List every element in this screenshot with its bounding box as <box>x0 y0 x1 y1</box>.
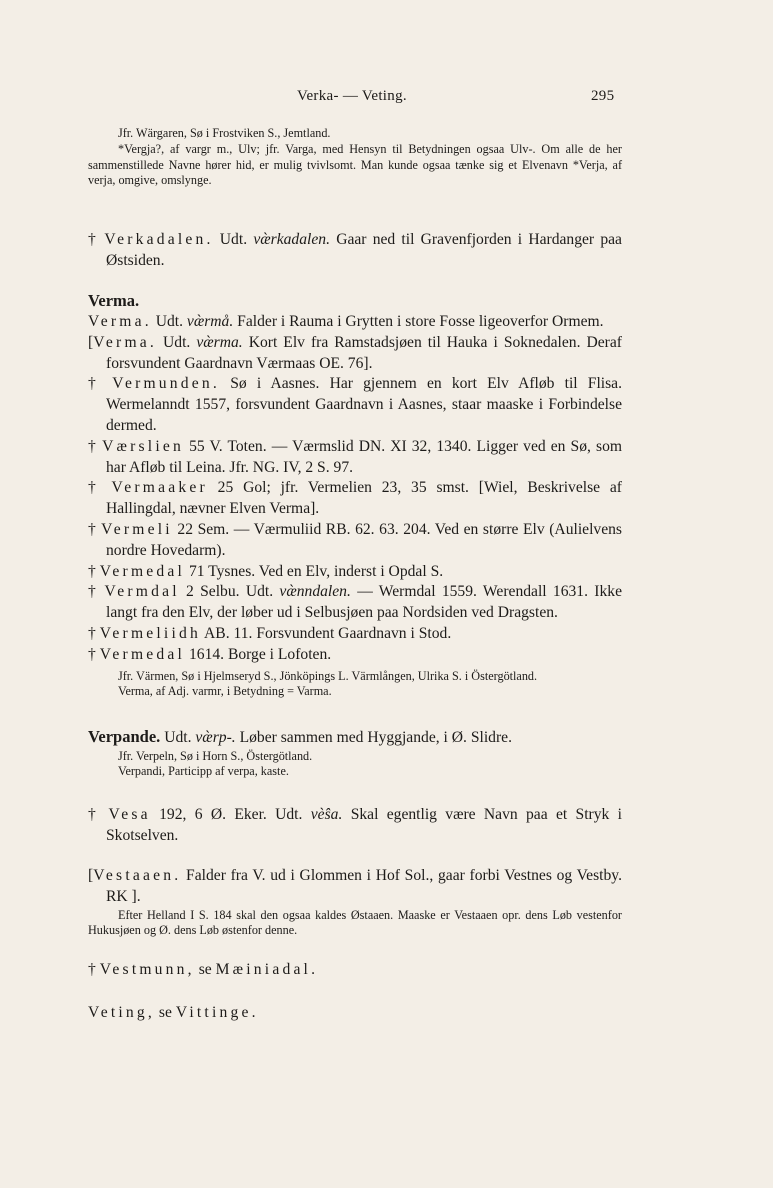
running-header-title: Verka- — Veting. <box>297 88 407 104</box>
dagger-mark: † <box>88 806 101 823</box>
intro-line-1: Jfr. Wärgaren, Sø i Frostviken S., Jemtland. <box>118 126 331 140</box>
pronunciation: væ̀rkadalen. <box>253 231 330 248</box>
entry-verkadalen <box>88 230 622 272</box>
udt-label: Udt. <box>155 313 183 330</box>
entry-text: Falder fra V. ud i Glommen i Hof Sol., gaar forbi Vestnes og Vestby. RK ]. <box>106 867 622 905</box>
entry-vesa <box>88 805 622 847</box>
entry-veting <box>88 1003 622 1024</box>
bracket-mark: [ <box>88 333 94 351</box>
dagger-mark: † <box>88 624 96 642</box>
dagger-mark: † <box>88 231 99 248</box>
udt-label: Udt. <box>219 231 248 248</box>
entry-text: — Wermdal 1559. Werendall 1631. Ikke langt fra den Elv, der løber ud i Selbusjøen paa Nordsiden ved Dragsten. <box>106 583 622 622</box>
entry-vermeliidh <box>88 624 622 645</box>
entry-name: Vermeliidh <box>99 624 201 642</box>
dagger-mark: † <box>88 479 102 497</box>
entry-vermedal-1 <box>88 562 622 583</box>
entry-name: Vermdal <box>104 583 180 601</box>
entry-name: Vesa <box>108 806 151 823</box>
dagger-mark: † <box>88 520 97 538</box>
verpande-note-1: Jfr. Verpeln, Sø i Horn S., Östergötland. <box>118 748 313 763</box>
entry-text: 25 Gol; jfr. Vermelien 23, 35 smst. [Wiel, Beskrivelse af Hallingdal, nævner Elven Verma]. <box>106 479 622 518</box>
entry-text: 2 Selbu. Udt. <box>186 583 274 601</box>
cross-reference: Vittinge. <box>175 1004 259 1021</box>
vestaaen-note: Efter Helland I S. 184 skal den ogsaa kaldes Østaaen. Maaske er Vestaaen opr. dens Løb vestenfor Hukusjøen og Ø. dens Løb østenfor denne. <box>88 907 622 937</box>
entry-text: Gaar ned til Gravenfjorden i Hardanger paa Østsiden. <box>106 231 622 269</box>
entry-name: Vermunden. <box>112 375 221 393</box>
entry-text: 1614. Borge i Lofoten. <box>188 645 332 663</box>
dagger-mark: † <box>88 437 97 455</box>
pronunciation: væ̀rp-. <box>195 729 236 746</box>
verpande-note-2: Verpandi, Participp af verpa, kaste. <box>118 763 289 778</box>
entry-name: Vestmunn, <box>99 961 195 978</box>
entry-text: se <box>158 1004 172 1021</box>
entry-text: Sø i Aasnes. Har gjennem en kort Elv Afløb til Flisa. Wermelanndt 1557, forsvundent Gaardnavn i Aasnes, staar maaske i Forbindelse dermed. <box>106 375 623 434</box>
entry-verpande <box>88 726 622 749</box>
entry-vermaaker <box>88 478 622 520</box>
dagger-mark: † <box>88 583 99 601</box>
entry-vestmunn <box>88 960 622 981</box>
udt-label: Udt. <box>163 333 191 351</box>
section-heading: Verpande. <box>88 727 161 746</box>
entry-verma-1 <box>88 312 622 333</box>
page-number: 295 <box>591 88 615 104</box>
intro-line-2: *Vergja?, af vargr m., Ulv; jfr. Varga, med Hensyn til Betydningen ogsaa Ulv-. Om alle de her sammenstillede Navne hører hid, er mulig tvivlsomt. Man kunde ogsaa tænke sig et Elvenavn *Verja, af verja, omgive, omslynge. <box>88 141 622 188</box>
section-heading: Verma. <box>88 291 140 310</box>
entry-vermdal <box>88 582 622 624</box>
entry-name: Vermaaker <box>111 479 208 497</box>
cross-reference: Mæiniadal. <box>215 961 319 978</box>
verma-note-2: Verma, af Adj. varmr, i Betydning = Varma. <box>118 683 332 698</box>
entry-vermeli <box>88 520 622 562</box>
entry-name: Veting, <box>88 1004 156 1021</box>
entry-text: Falder i Rauma i Grytten i store Fosse ligeoverfor Ormem. <box>237 313 604 330</box>
entry-text: 192, 6 Ø. Eker. Udt. <box>159 806 303 823</box>
udt-label: Udt. <box>164 729 192 746</box>
entry-text: Kort Elv fra Ramstadsjøen til Hauka i Soknedalen. Deraf forsvundent Gaardnavn Værmaas OE. 76]. <box>106 333 622 372</box>
entry-name: Værslien <box>102 437 184 455</box>
entry-name: Verma. <box>93 333 157 351</box>
entry-name: Vermedal <box>99 562 186 580</box>
dagger-mark: † <box>88 645 96 663</box>
dagger-mark: † <box>88 961 96 978</box>
verma-note-1: Jfr. Värmen, Sø i Hjelmseryd S., Jönköpings L. Värmlången, Ulrika S. i Östergötland. <box>118 668 538 683</box>
entry-text: 22 Sem. — Værmuliid RB. 62. 63. 204. Ved en større Elv (Aulielvens nordre Hovedarm). <box>106 520 622 559</box>
entry-text: AB. 11. Forsvundent Gaardnavn i Stod. <box>204 624 452 642</box>
entry-name: Verkadalen. <box>104 231 214 248</box>
entry-vermunden <box>88 374 622 436</box>
entry-verma-2 <box>88 333 622 375</box>
bracket-mark: [ <box>88 867 94 884</box>
pronunciation: væ̀rmå. <box>186 313 234 330</box>
entry-name: Verma. <box>88 313 152 330</box>
dagger-mark: † <box>88 562 96 580</box>
entry-text: Skal egentlig være Navn paa et Stryk i Skotselven. <box>106 806 622 844</box>
intro-notes <box>88 126 622 189</box>
entry-vaerslien <box>88 437 622 479</box>
entry-vermedal-2 <box>88 645 622 666</box>
entry-name: Vermedal <box>99 645 186 663</box>
entry-text: 55 V. Toten. — Værmslid DN. XI 32, 1340. Ligger ved en Sø, som har Afløb til Leina. Jfr. NG. IV, 2 S. 97. <box>106 437 623 476</box>
section-verpande <box>88 726 622 779</box>
entry-vestaaen <box>88 866 622 938</box>
pronunciation: væ̀rma. <box>196 333 243 351</box>
dagger-mark: † <box>88 375 103 393</box>
entry-name: Vestaaen. <box>93 867 182 884</box>
entry-text: Løber sammen med Hyggjande, i Ø. Slidre. <box>239 729 512 746</box>
entry-name: Vermeli <box>101 520 173 538</box>
pronunciation: væ̀nndalen. <box>279 583 351 601</box>
entry-text: 71 Tysnes. Ved en Elv, inderst i Opdal S. <box>188 562 444 580</box>
pronunciation: vè̂sa. <box>310 806 343 823</box>
section-verma <box>88 290 622 699</box>
entry-text: se <box>198 961 212 978</box>
